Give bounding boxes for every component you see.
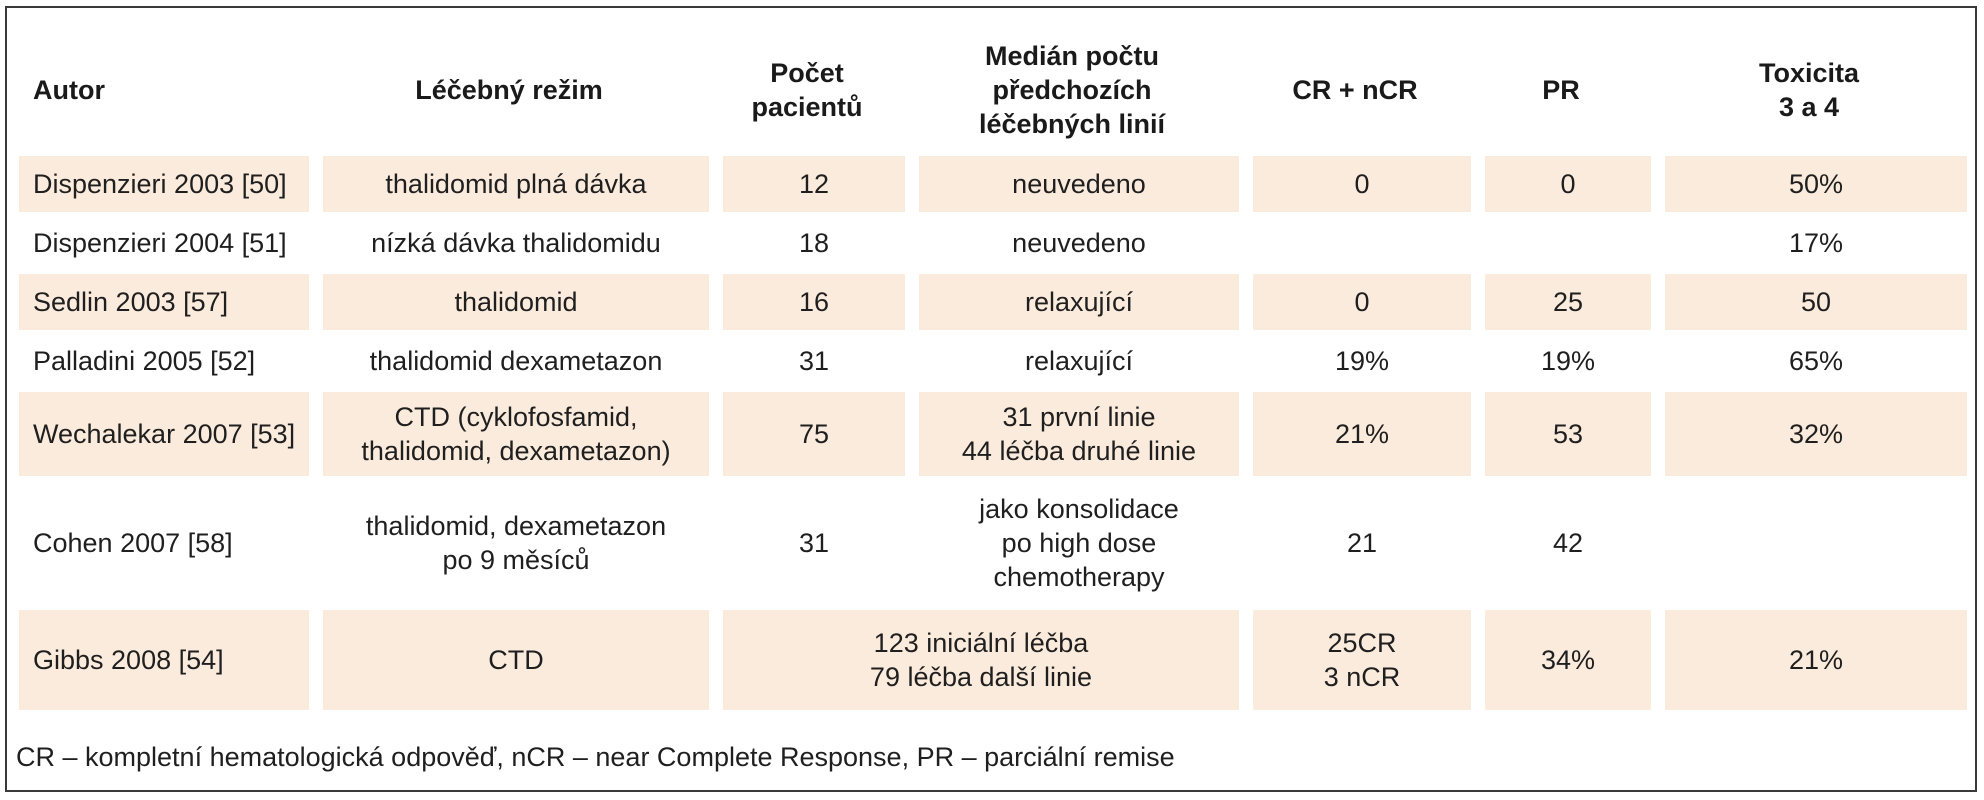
cell-regimen-line: thalidomid — [454, 287, 578, 317]
cell-author: Sedlin 2003 [57] — [19, 274, 309, 333]
cell-regimen — [309, 333, 709, 392]
treatment-table — [19, 24, 1967, 713]
cell-prior-lines-line: relaxující — [1024, 287, 1134, 317]
header-prior-lines-line: Medián počtu — [985, 41, 1159, 71]
cell-patients: 31 — [709, 333, 905, 392]
cell-cr — [1239, 392, 1471, 479]
cell-regimen — [309, 479, 709, 610]
header-prior-lines-line: předchozích — [992, 75, 1152, 105]
cell-regimen — [309, 156, 709, 215]
cell-merged-line: 123 iniciální léčba — [873, 628, 1089, 658]
table-row — [19, 274, 1967, 333]
cell-regimen — [309, 274, 709, 333]
cell-author: Cohen 2007 [58] — [19, 479, 309, 610]
cell-prior-lines-line: neuvedeno — [1012, 169, 1146, 199]
cell-cr — [1239, 215, 1471, 274]
cell-pr: 34% — [1471, 610, 1651, 713]
cell-regimen-line: nízká dávka thalidomidu — [371, 228, 661, 258]
cell-cr — [1239, 156, 1471, 215]
header-patients-line: Počet — [770, 58, 844, 88]
header-patients-line: pacientů — [751, 92, 863, 122]
cell-prior-lines-line: 44 léčba druhé linie — [961, 436, 1197, 466]
cell-toxicity: 32% — [1651, 392, 1967, 479]
cell-cr — [1239, 274, 1471, 333]
cell-author: Dispenzieri 2004 [51] — [19, 215, 309, 274]
cell-prior-lines — [905, 479, 1239, 610]
cell-pr — [1471, 215, 1651, 274]
cell-pr: 0 — [1471, 156, 1651, 215]
cell-patients: 16 — [709, 274, 905, 333]
cell-author: Wechalekar 2007 [53] — [19, 392, 309, 479]
header-regimen: Léčebný režim — [415, 75, 603, 105]
cell-prior-lines — [905, 156, 1239, 215]
cell-regimen-line: CTD (cyklofosfamid, — [394, 402, 638, 432]
cell-prior-lines — [905, 274, 1239, 333]
cell-prior-lines — [905, 215, 1239, 274]
cell-pr: 19% — [1471, 333, 1651, 392]
cell-patients-lines-merged — [709, 610, 1239, 713]
cell-cr-line: 19% — [1334, 346, 1390, 376]
cell-prior-lines-line: relaxující — [1024, 346, 1134, 376]
cell-cr-line: 21% — [1334, 419, 1390, 449]
header-prior-lines-line: léčebných linií — [978, 109, 1166, 139]
cell-patients: 12 — [709, 156, 905, 215]
header-toxicity-line: 3 a 4 — [1778, 92, 1840, 122]
cell-cr-line: 0 — [1354, 169, 1370, 199]
cell-prior-lines — [905, 392, 1239, 479]
cell-regimen-line: thalidomid, dexametazon — [365, 511, 667, 541]
cell-pr: 53 — [1471, 392, 1651, 479]
cell-cr-line: 21 — [1346, 528, 1378, 558]
table-header-row — [19, 24, 1967, 156]
cell-prior-lines-line: 31 první linie — [1002, 402, 1156, 432]
cell-cr-line: 25CR — [1327, 628, 1397, 658]
cell-cr — [1239, 610, 1471, 713]
cell-author: Dispenzieri 2003 [50] — [19, 156, 309, 215]
cell-prior-lines-line: jako konsolidace — [979, 494, 1179, 524]
cell-regimen — [309, 215, 709, 274]
cell-regimen-line: CTD — [488, 645, 544, 675]
cell-cr — [1239, 333, 1471, 392]
cell-prior-lines-line: chemotherapy — [993, 562, 1165, 592]
cell-author: Gibbs 2008 [54] — [19, 610, 309, 713]
cell-toxicity: 50% — [1651, 156, 1967, 215]
cell-toxicity: 17% — [1651, 215, 1967, 274]
cell-prior-lines-line: po high dose — [1001, 528, 1157, 558]
cell-patients: 31 — [709, 479, 905, 610]
table-row — [19, 392, 1967, 479]
cell-prior-lines — [905, 333, 1239, 392]
header-toxicity — [1651, 24, 1967, 156]
cell-regimen-line: thalidomid, dexametazon) — [361, 436, 671, 466]
cell-toxicity: 50 — [1651, 274, 1967, 333]
table-footnote: CR – kompletní hematologická odpověď, nCR – near Complete Response, PR – parciální remise — [16, 742, 1175, 772]
table-frame — [5, 6, 1977, 792]
table-row — [19, 333, 1967, 392]
header-toxicity-line: Toxicita — [1758, 58, 1860, 88]
cell-merged-line: 79 léčba další linie — [869, 662, 1093, 692]
cell-regimen-line: thalidomid dexametazon — [369, 346, 663, 376]
cell-toxicity — [1651, 479, 1967, 610]
header-patients — [709, 24, 905, 156]
table-row — [19, 156, 1967, 215]
cell-patients: 75 — [709, 392, 905, 479]
table-row — [19, 215, 1967, 274]
cell-pr: 25 — [1471, 274, 1651, 333]
cell-cr-line: 3 nCR — [1323, 662, 1401, 692]
table-row — [19, 479, 1967, 610]
cell-patients: 18 — [709, 215, 905, 274]
cell-cr — [1239, 479, 1471, 610]
cell-cr-line: 0 — [1354, 287, 1370, 317]
cell-regimen — [309, 392, 709, 479]
cell-regimen — [309, 610, 709, 713]
cell-regimen-line: thalidomid plná dávka — [385, 169, 647, 199]
table-row — [19, 610, 1967, 713]
cell-author: Palladini 2005 [52] — [19, 333, 309, 392]
cell-regimen-line: po 9 měsíců — [442, 545, 590, 575]
header-author: Autor — [33, 75, 105, 105]
header-prior-lines — [905, 24, 1239, 156]
header-cr: CR + nCR — [1292, 75, 1418, 105]
header-pr: PR — [1542, 75, 1580, 105]
cell-pr: 42 — [1471, 479, 1651, 610]
cell-toxicity: 65% — [1651, 333, 1967, 392]
cell-prior-lines-line: neuvedeno — [1012, 228, 1146, 258]
cell-toxicity: 21% — [1651, 610, 1967, 713]
